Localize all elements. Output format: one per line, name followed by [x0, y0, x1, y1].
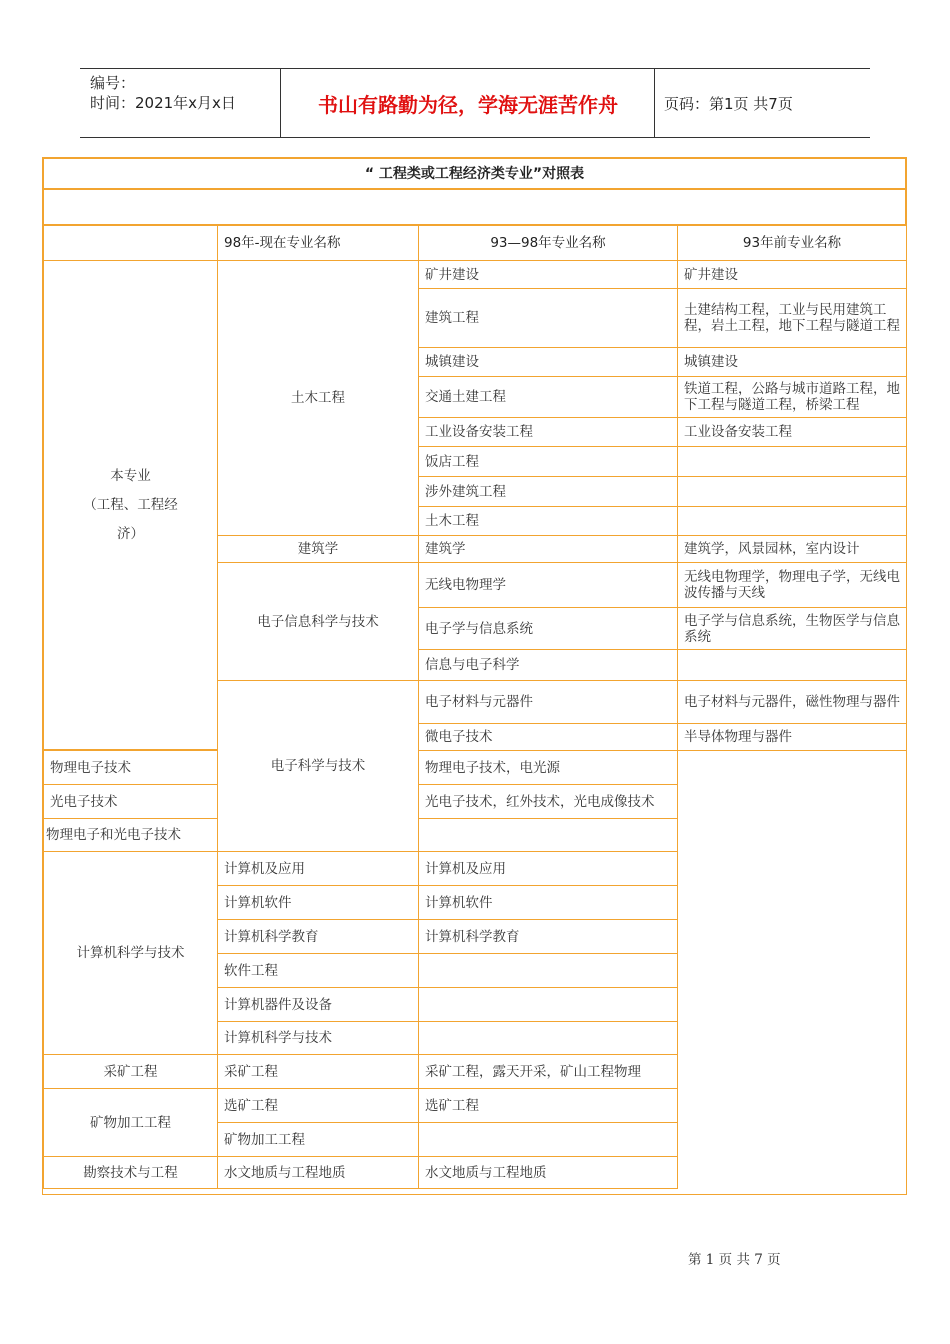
table-cell [418, 818, 678, 852]
header-blank-cell [43, 225, 218, 261]
table-cell: 采矿工程 [217, 1054, 419, 1089]
table-cell [677, 506, 907, 536]
table-cell: 饭店工程 [418, 446, 678, 477]
table-cell: 计算机科学与技术 [217, 1021, 419, 1055]
table-cell: 涉外建筑工程 [418, 476, 678, 507]
table-cell: 计算机及应用 [217, 851, 419, 886]
category-main-line3: 济） [117, 526, 144, 542]
table-cell: 无线电物理学，物理电子学，无线电波传播与天线 [677, 562, 907, 608]
table-cell: 土建结构工程，工业与民用建筑工程，岩土工程，地下工程与隧道工程 [677, 288, 907, 348]
category-main-line2: （工程、工程经 [83, 497, 178, 513]
table-cell [677, 476, 907, 507]
table-cell: 矿井建设 [677, 260, 907, 289]
table-cell: 土木工程 [418, 506, 678, 536]
table-cell: 半导体物理与器件 [677, 723, 907, 751]
table-cell: 建筑工程 [418, 288, 678, 348]
table-cell: 物理电子和光电子技术 [43, 818, 218, 852]
table-cell [418, 953, 678, 988]
table-cell [677, 649, 907, 681]
table-cell: 光电子技术 [43, 784, 218, 819]
page-footer: 第 1 页 共 7 页 [688, 1252, 781, 1268]
category-survey: 勘察技术与工程 [43, 1156, 218, 1189]
document-header [80, 68, 870, 138]
time-label: 时间：2021年x月x日 [90, 94, 236, 112]
table-cell [418, 1122, 678, 1157]
table-cell: 水文地质与工程地质 [217, 1156, 419, 1189]
header-col3: 93—98年专业名称 [418, 225, 678, 261]
table-cell: 信息与电子科学 [418, 649, 678, 681]
header-col2: 98年-现在专业名称 [217, 225, 419, 261]
table-cell [418, 1021, 678, 1055]
header-col4: 93年前专业名称 [677, 225, 907, 261]
table-cell: 水文地质与工程地质 [418, 1156, 678, 1189]
category-mineral-processing: 矿物加工工程 [43, 1088, 218, 1157]
header-page-info: 页码：第1页 共7页 [664, 94, 793, 113]
header-divider [280, 69, 281, 137]
table-cell: 交通土建工程 [418, 376, 678, 418]
table-cell: 物理电子技术，电光源 [418, 750, 678, 785]
table-cell: 电子材料与元器件，磁性物理与器件 [677, 680, 907, 724]
table-cell: 选矿工程 [217, 1088, 419, 1123]
blank-row [43, 189, 906, 225]
header-meta [90, 73, 236, 113]
table-cell: 电子学与信息系统 [418, 607, 678, 650]
table-cell: 软件工程 [217, 953, 419, 988]
table-cell: 电子材料与元器件 [418, 680, 678, 724]
table-cell: 计算机软件 [418, 885, 678, 920]
table-cell: 铁道工程，公路与城市道路工程，地下工程与隧道工程，桥梁工程 [677, 376, 907, 418]
table-title: “ 工程类或工程经济类专业”对照表 [43, 158, 906, 189]
major-architecture: 建筑学 [217, 535, 419, 563]
table-cell: 计算机及应用 [418, 851, 678, 886]
table-cell: 物理电子技术 [43, 750, 218, 785]
major-civil-engineering: 土木工程 [217, 260, 419, 536]
major-electronic-information: 电子信息科学与技术 [217, 562, 419, 681]
category-computer-science: 计算机科学与技术 [43, 851, 218, 1055]
table-cell: 计算机科学教育 [217, 919, 419, 954]
table-cell: 选矿工程 [418, 1088, 678, 1123]
table-cell: 无线电物理学 [418, 562, 678, 608]
table-cell [418, 987, 678, 1022]
number-label: 编号： [90, 74, 136, 92]
table-cell: 计算机器件及设备 [217, 987, 419, 1022]
table-cell [677, 446, 907, 477]
table-cell: 工业设备安装工程 [677, 417, 907, 447]
table-cell: 城镇建设 [677, 347, 907, 377]
table-cell: 采矿工程，露天开采，矿山工程物理 [418, 1054, 678, 1089]
major-electronic-science: 电子科学与技术 [217, 680, 419, 852]
table-cell: 计算机科学教育 [418, 919, 678, 954]
table-cell: 矿井建设 [418, 260, 678, 289]
category-main-line1: 本专业 [110, 468, 151, 484]
table-cell: 矿物加工工程 [217, 1122, 419, 1157]
table-cell: 微电子技术 [418, 723, 678, 751]
category-mining: 采矿工程 [43, 1054, 218, 1089]
table-cell: 建筑学，风景园林，室内设计 [677, 535, 907, 563]
table-cell: 城镇建设 [418, 347, 678, 377]
header-divider [654, 69, 655, 137]
table-cell: 建筑学 [418, 535, 678, 563]
table-cell: 电子学与信息系统，生物医学与信息系统 [677, 607, 907, 650]
motto: 书山有路勤为径，学海无涯苦作舟 [318, 92, 618, 117]
table-cell: 计算机软件 [217, 885, 419, 920]
category-main-cell [43, 260, 218, 750]
table-cell: 光电子技术，红外技术，光电成像技术 [418, 784, 678, 819]
table-cell: 工业设备安装工程 [418, 417, 678, 447]
